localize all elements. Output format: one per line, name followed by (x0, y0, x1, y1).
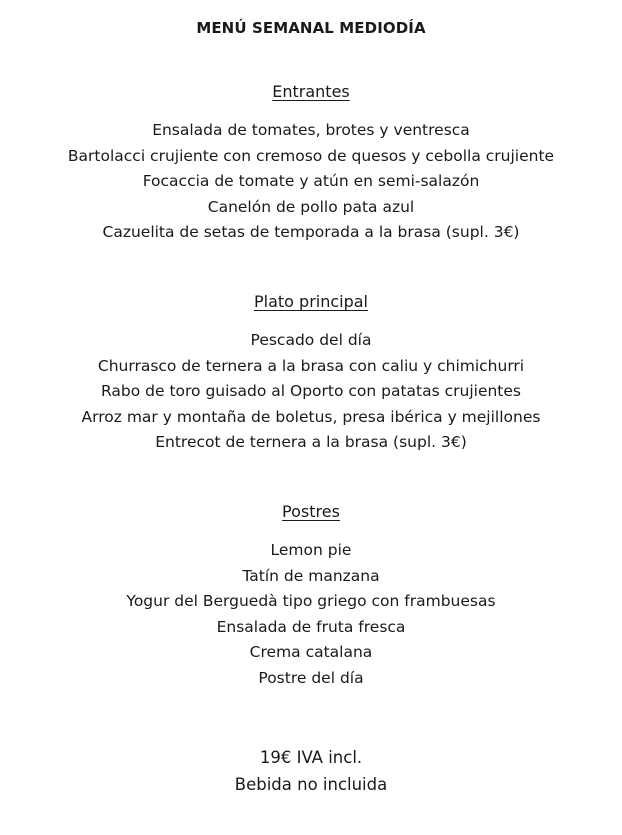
menu-item: Canelón de pollo pata azul (207, 197, 415, 216)
menu-item: Rabo de toro guisado al Oporto con patatas crujientes (100, 382, 521, 400)
section-heading-postres: Postres (282, 502, 340, 521)
menu-item: Yogur del Berguedà tipo griego con frambuesas (126, 592, 496, 610)
menu-item: Crema catalana (249, 643, 373, 661)
menu-item: Ensalada de tomates, brotes y ventresca (152, 121, 470, 139)
menu-item: Cazuelita de setas de temporada a la brasa (supl. 3€) (102, 223, 520, 241)
menu-title: MENÚ SEMANAL MEDIODÍA (196, 19, 426, 37)
price-label: 19€ IVA incl. (259, 748, 363, 767)
menu-item: Tatín de manzana (242, 566, 380, 585)
section-heading-entrantes: Entrantes (272, 82, 350, 101)
section-list-entrantes (0, 118, 622, 246)
section-list-postres (0, 538, 622, 691)
section-heading-plato-principal: Plato principal (253, 292, 368, 311)
menu-item: Pescado del día (250, 331, 372, 349)
drink-note: Bebida no incluida (234, 775, 388, 794)
menu-item: Ensalada de fruta fresca (216, 617, 406, 636)
menu-item: Arroz mar y montaña de boletus, presa ibérica y mejillones (81, 407, 541, 426)
menu-item: Bartolacci crujiente con cremoso de quesos y cebolla crujiente (67, 146, 555, 165)
menu-item: Entrecot de ternera a la brasa (supl. 3€) (155, 433, 467, 451)
menu-item: Postre del día (258, 668, 364, 687)
section-list-plato-principal (0, 328, 622, 456)
menu-item: Focaccia de tomate y atún en semi-salazón (142, 172, 480, 190)
menu-item: Churrasco de ternera a la brasa con caliu y chimichurri (97, 356, 525, 375)
menu-item: Lemon pie (270, 541, 352, 559)
menu-footer (0, 744, 622, 798)
